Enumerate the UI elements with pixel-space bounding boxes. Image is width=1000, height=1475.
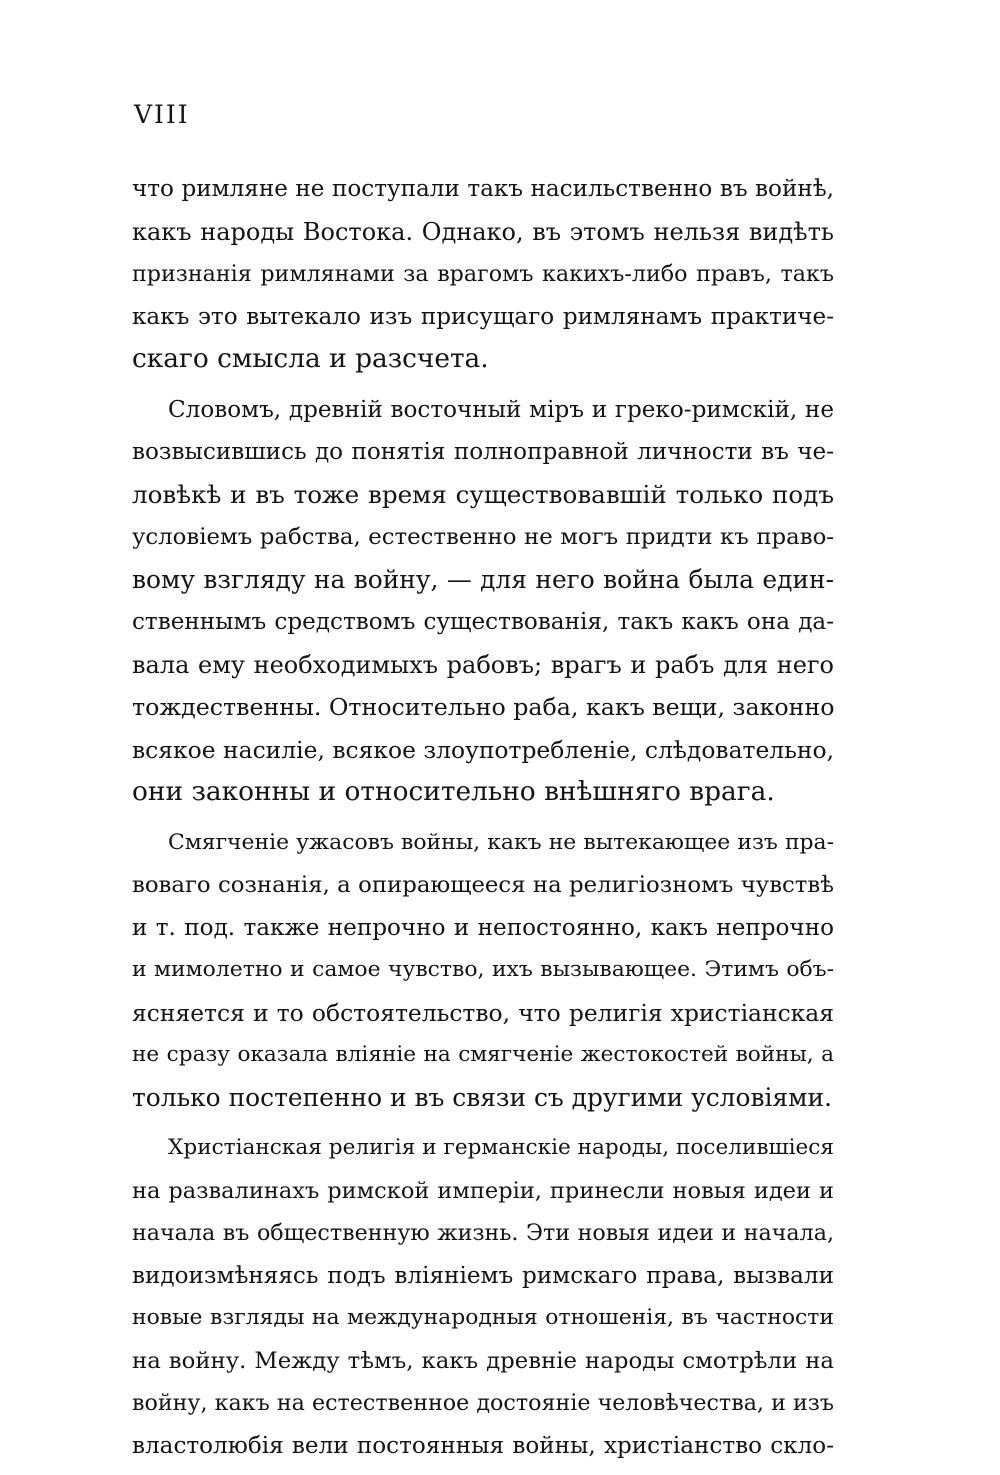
text-line: Смягченіе ужасовъ войны, какъ не вытекающее изъ пра- <box>168 829 834 855</box>
text-line: признанія римлянами за врагомъ какихъ-либо правъ, такъ <box>132 261 834 287</box>
text-line: что римляне не поступали такъ насильственно въ войнѣ, <box>132 176 834 202</box>
text-line: вому взгляду на войну, — для него война была един- <box>132 564 834 594</box>
text-line: и мимолетно и самое чувство, ихъ вызывающее. Этимъ объ- <box>132 957 834 982</box>
text-line: Словомъ, древній восточный міръ и греко-римскій, не <box>168 396 834 423</box>
text-line: ственнымъ средствомъ существованія, такъ какъ она да- <box>132 609 834 635</box>
text-line: только постепенно и въ связи съ другими условіями. <box>132 1082 832 1112</box>
text-line: войну, какъ на естественное достояніе человѣчества, и изъ <box>132 1390 834 1416</box>
text-line: они законны и относительно внѣшняго врага. <box>132 776 775 807</box>
text-line: начала въ общественную жизнь. Эти новыя идеи и начала, <box>132 1220 834 1246</box>
text-line: видоизмѣняясь подъ вліяніемъ римскаго права, вызвали <box>132 1262 834 1289</box>
text-line: всякое насиліе, всякое злоупотребленіе, слѣдовательно, <box>132 735 834 764</box>
text-line: какъ народы Востока. Однако, въ этомъ нельзя видѣть <box>132 217 834 246</box>
paragraph <box>132 168 834 381</box>
text-line: воваго сознанія, а опирающееся на религіозномъ чувствѣ <box>132 872 834 898</box>
text-line: скаго смысла и разсчета. <box>132 343 489 374</box>
text-line: вала ему необходимыхъ рабовъ; врагъ и рабъ для него <box>132 650 834 679</box>
text-line: на войну. Между тѣмъ, какъ древніе народы смотрѣли на <box>132 1347 834 1374</box>
text-line: на развалинахъ римской имперіи, принесли новыя идеи и <box>132 1177 834 1204</box>
text-line: возвысившись до понятія полноправной личности въ че- <box>132 439 834 465</box>
text-line: не сразу оказала вліяніе на смягченіе жестокостей войны, а <box>132 1042 834 1067</box>
page-number: VIII <box>134 100 190 129</box>
text-line: тождественны. Относительно раба, какъ вещи, законно <box>132 693 834 721</box>
text-line: какъ это вытекало изъ присущаго римлянамъ практиче- <box>132 303 834 330</box>
text-line: условіемъ рабства, естественно не могъ придти къ право- <box>132 524 834 550</box>
text-line: ясняется и то обстоятельство, что религія христіанская <box>132 998 834 1027</box>
paragraph <box>132 389 834 814</box>
text-line: Христіанская религія и германскіе народы, поселившіеся <box>168 1135 834 1160</box>
text-body <box>132 168 834 1475</box>
text-line: ловѣкѣ и въ тоже время существовавшій только подъ <box>132 479 834 509</box>
text-line: и т. под. также непрочно и непостоянно, какъ непрочно <box>132 914 834 941</box>
paragraph <box>132 822 834 1120</box>
text-line: новые взгляды на международныя отношенія, въ частности <box>132 1305 834 1330</box>
text-line: властолюбія вели постоянныя войны, христіанство скло- <box>132 1432 834 1459</box>
paragraph <box>132 1127 834 1467</box>
